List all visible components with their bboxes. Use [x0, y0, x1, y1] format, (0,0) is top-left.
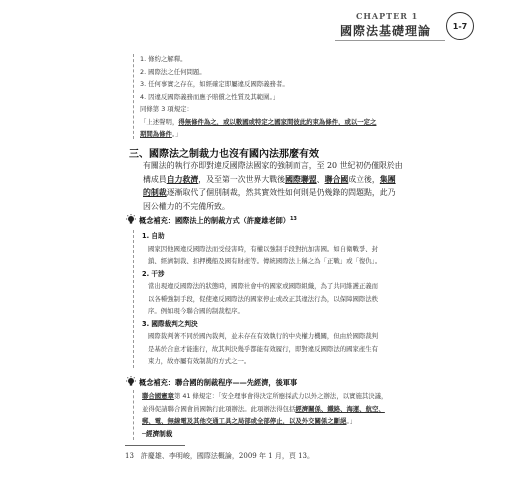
- lightbulb-icon: [125, 214, 137, 226]
- quote-item: 3. 任何事實之存在，如經確定即屬違反國際義務者。: [140, 80, 289, 88]
- quote-item: 2. 國際法之任何問題。: [140, 67, 206, 76]
- chapter-title: 國際法基礎理論: [340, 24, 432, 38]
- page-number-badge: 1-7: [446, 12, 474, 40]
- header-rule: [335, 40, 445, 41]
- body-paragraph: 有關法的執行亦即對違反國際法國家的強制而言，至 20 世紀初仍僅限於由 構成員自力救濟，及至第一次世界大戰後國際聯盟、聯合國成立後，集團 的制裁逐漸取代了個別制裁，然其實效性如何則是仍幾錄的問題點，此乃 因公權力的不完備所致。: [143, 161, 403, 211]
- subheading: 3. 國際裁判之判決: [142, 319, 198, 328]
- lightbulb-icon: [125, 376, 137, 388]
- concept-heading: 概念補充：國際法上的制裁方式（許慶雄老師）$^{13}$: [125, 216, 297, 226]
- chapter-label: CHAPTER 1: [356, 11, 419, 21]
- quote-item: 4. 因違反國際義務而應予賠償之性質及其範圍。」: [140, 92, 280, 101]
- footnote: 13 許慶雄、李明峻，國際法概論，2009 年 1 月，頁 13。: [125, 452, 314, 460]
- subheading: 2. 干涉: [142, 269, 165, 278]
- quote-item: 1. 條約之解釋。: [140, 55, 187, 63]
- rule-intro: 同條第 3 項規定：: [140, 105, 193, 113]
- concept-box: 1. 自助 國家因他國違反國際法而受侵害時，有權以強制手段對抗加害國。如自衛戰爭、封 鎖、經濟制裁、扣押機船及國有財產等。傳統國際法上稱之為「正戰」或「復仇」。 2. 干涉 當出現違反國際法的狀態時，國際社會中的國家或國際組織，為了共同維護正義而 以各種強制手段，促使違反國際法的國家停止或改正其違法行為，以保障國際法秩 序。例如現今聯合國的制裁程序。 3. 國際裁判之判決 國際裁判著不同於國內裁判，並未存在有效執行的中央權力機關，但由於國際裁判 是基於合意才能進行，故其判決幾乎都能有效履行，即對違反國際法的國家產生有 束力，故亦屬有效制裁的方式之一。: [133, 230, 482, 368]
- footnote-rule: [125, 445, 185, 446]
- concept-heading: 概念補充：聯合國的制裁程序——先經濟，後軍事: [125, 378, 297, 388]
- concept-box: 聯合國憲章第 41 條規定：「安全理事會得決定所應採武力以外之辦法，以實施其決議， 並得促請聯合國會員國執行此項辦法。此項辦法得包括經濟關係、鐵路、海運、航空、 郵、電、無線電及其他交通工具之局部或全部停止，以及外交關係之斷絕。」 ─經濟制裁: [133, 390, 482, 440]
- quote-block: [140, 53, 390, 141]
- section-heading: 三、國際法之制裁力也沒有國內法那麼有效: [129, 149, 319, 160]
- subheading: 1. 自助: [142, 232, 165, 240]
- quote-bar: [133, 54, 135, 139]
- rule-line: 「上述聲明，得無條件為之，或以數國或特定之國家間彼此約束為條件，或以一定之: [140, 117, 377, 126]
- rule-line: 期間為條件。」: [140, 130, 182, 138]
